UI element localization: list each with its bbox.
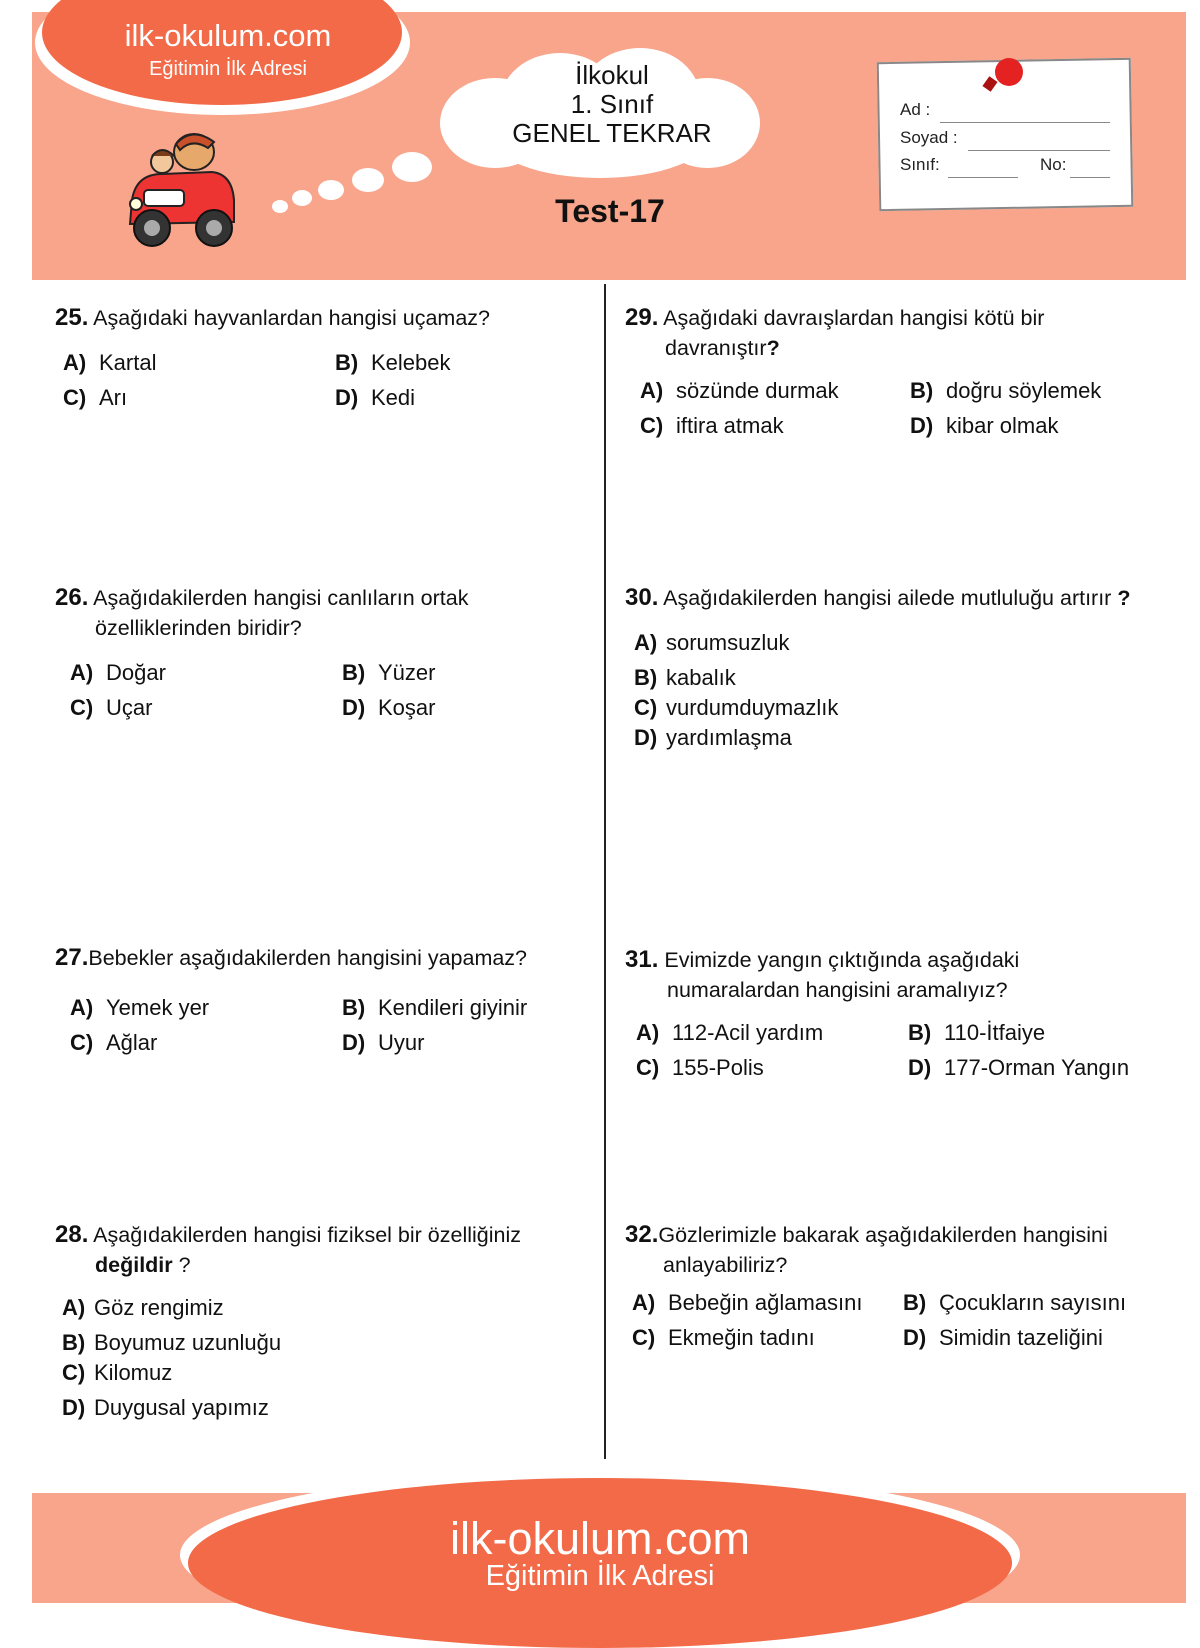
option-letter: A) — [634, 630, 658, 655]
title-line-2: 1. Sınıf — [570, 89, 654, 119]
option-text: 155-Polis — [672, 1055, 764, 1080]
card-soyad-label: Soyad : — [900, 128, 958, 147]
card-ad-label: Ad : — [900, 100, 931, 119]
option-a[interactable] — [70, 660, 166, 686]
option-text: Kedi — [371, 385, 416, 410]
card-no-label: No: — [1040, 155, 1067, 174]
option-c[interactable] — [63, 385, 127, 411]
question-32 — [625, 1220, 1185, 1280]
option-letter: D) — [62, 1395, 86, 1420]
thought-bubble-5 — [272, 200, 288, 213]
option-b[interactable] — [634, 665, 736, 691]
option-letter: B) — [634, 665, 658, 690]
option-b[interactable] — [335, 350, 451, 376]
option-text: Yüzer — [378, 660, 436, 685]
option-letter: A) — [640, 378, 664, 403]
option-letter: C) — [632, 1325, 656, 1350]
question-number: 28. — [55, 1221, 89, 1248]
card-sinif-line[interactable] — [948, 177, 1018, 178]
question-text: Gözlerimizle bakarak aşağıdakilerden hangisini — [658, 1223, 1108, 1247]
option-c[interactable] — [62, 1360, 172, 1386]
option-a[interactable] — [640, 378, 839, 404]
option-text: 177-Orman Yangın — [944, 1055, 1130, 1080]
title-line-3: GENEL TEKRAR — [512, 118, 712, 148]
option-letter: A) — [636, 1020, 660, 1045]
option-letter: D) — [335, 385, 359, 410]
cartoon-car-driver-icon — [122, 130, 242, 252]
question-text: Aşağıdakilerden hangisi ailede mutluluğu artırır — [663, 586, 1112, 610]
option-b[interactable] — [62, 1330, 281, 1356]
option-d[interactable] — [335, 385, 415, 411]
card-ad-line[interactable] — [940, 122, 1110, 123]
option-text: sözünde durmak — [676, 378, 839, 403]
option-text: Boyumuz uzunluğu — [94, 1330, 282, 1355]
question-28 — [55, 1220, 595, 1280]
option-letter: D) — [634, 725, 658, 750]
thought-bubble-3 — [318, 180, 344, 200]
question-number: 31. — [625, 946, 659, 973]
option-c[interactable] — [634, 695, 838, 721]
option-d[interactable] — [342, 1030, 424, 1056]
option-text: 110-İtfaiye — [944, 1020, 1046, 1045]
option-letter: C) — [640, 413, 664, 438]
question-text-end: ? — [172, 1253, 191, 1277]
option-text: Çocukların sayısını — [939, 1290, 1127, 1315]
option-text: Kilomuz — [94, 1360, 173, 1385]
question-27 — [55, 943, 585, 973]
option-text: Yemek yer — [106, 995, 210, 1020]
option-c[interactable] — [640, 413, 784, 439]
option-a[interactable] — [63, 350, 156, 376]
option-letter: B) — [335, 350, 359, 375]
option-text: Doğar — [106, 660, 166, 685]
question-text-line-2: numaralardan hangisini aramalıyız? — [667, 978, 1008, 1002]
question-number: 26. — [55, 584, 89, 611]
push-pin-icon — [995, 58, 1023, 86]
option-text: 112-Acil yardım — [672, 1020, 824, 1045]
thought-bubble-1 — [392, 152, 432, 182]
question-text-line-2: davranıştır — [665, 336, 767, 360]
option-a[interactable] — [636, 1020, 823, 1046]
option-d[interactable] — [910, 413, 1058, 439]
question-number: 29. — [625, 304, 659, 331]
option-text: Koşar — [378, 695, 436, 720]
option-d[interactable] — [634, 725, 792, 751]
option-letter: D) — [908, 1055, 932, 1080]
option-text: vurdumduymazlık — [666, 695, 839, 720]
option-letter: C) — [62, 1360, 86, 1385]
option-letter: C) — [70, 1030, 94, 1055]
option-text: Kartal — [99, 350, 157, 375]
question-mark: ? — [766, 336, 780, 360]
footer-slogan: Eğitimin İlk Adresi — [485, 1560, 715, 1592]
option-c[interactable] — [70, 1030, 157, 1056]
option-b[interactable] — [908, 1020, 1045, 1046]
option-letter: D) — [903, 1325, 927, 1350]
question-mark: ? — [1117, 586, 1131, 610]
option-text: kibar olmak — [946, 413, 1059, 438]
question-text: Aşağıdaki davraışlardan hangisi kötü bir — [663, 306, 1045, 330]
question-number: 27. — [55, 944, 89, 971]
option-b[interactable] — [342, 995, 527, 1021]
option-letter: D) — [910, 413, 934, 438]
question-29 — [625, 303, 1175, 363]
thought-bubble-4 — [292, 190, 312, 206]
option-text: Simidin tazeliğini — [939, 1325, 1103, 1350]
question-30 — [625, 583, 1185, 613]
option-letter: A) — [70, 995, 94, 1020]
option-text: yardımlaşma — [666, 725, 792, 750]
option-d[interactable] — [62, 1395, 269, 1421]
option-text: Uçar — [106, 695, 153, 720]
question-text: Aşağıdakilerden hangisi fiziksel bir özelliğiniz — [93, 1223, 521, 1247]
option-a[interactable] — [62, 1295, 224, 1321]
question-text: Bebekler aşağıdakilerden hangisini yapamaz? — [88, 946, 528, 970]
option-letter: B) — [62, 1330, 86, 1355]
card-no-line[interactable] — [1070, 177, 1110, 178]
option-c[interactable] — [636, 1055, 764, 1081]
card-soyad-line[interactable] — [968, 150, 1110, 151]
option-text: Ağlar — [106, 1030, 158, 1055]
column-divider — [604, 284, 606, 1459]
option-letter: B) — [910, 378, 934, 403]
option-letter: D) — [342, 1030, 366, 1055]
option-text: doğru söylemek — [946, 378, 1102, 403]
option-text: Göz rengimiz — [94, 1295, 224, 1320]
option-text: Ekmeğin tadını — [668, 1325, 815, 1350]
logo-slogan: Eğitimin İlk Adresi — [149, 58, 307, 80]
option-letter: D) — [342, 695, 366, 720]
option-letter: C) — [634, 695, 658, 720]
question-emphasis: değildir — [95, 1253, 173, 1277]
option-d[interactable] — [903, 1325, 1103, 1351]
question-text: Evimizde yangın çıktığında aşağıdaki — [664, 948, 1020, 972]
option-letter: A) — [70, 660, 94, 685]
question-number: 32. — [625, 1221, 659, 1248]
title-line-1: İlkokul — [575, 60, 649, 90]
option-text: Kendileri giyinir — [378, 995, 528, 1020]
option-a[interactable] — [632, 1290, 862, 1316]
option-letter: B) — [903, 1290, 927, 1315]
option-letter: B) — [908, 1020, 932, 1045]
option-letter: B) — [342, 660, 366, 685]
question-31 — [625, 945, 1185, 1005]
option-d[interactable] — [342, 695, 435, 721]
question-text: Aşağıdakilerden hangisi canlıların ortak — [93, 586, 469, 610]
test-title: Test-17 — [555, 193, 665, 229]
question-text: Aşağıdaki hayvanlardan hangisi uçamaz? — [93, 306, 490, 330]
option-text: Duygusal yapımız — [94, 1395, 269, 1420]
option-d[interactable] — [908, 1055, 1129, 1081]
option-text: kabalık — [666, 665, 736, 690]
footer-domain[interactable]: ilk-okulum.com — [449, 1513, 751, 1564]
option-c[interactable] — [632, 1325, 815, 1351]
option-c[interactable] — [70, 695, 152, 721]
question-26 — [55, 583, 585, 643]
option-b[interactable] — [342, 660, 435, 686]
option-letter: B) — [342, 995, 366, 1020]
question-25 — [55, 303, 585, 333]
option-letter: C) — [63, 385, 87, 410]
question-number: 30. — [625, 584, 659, 611]
option-text: Arı — [99, 385, 128, 410]
option-letter: C) — [70, 695, 94, 720]
card-sinif-label: Sınıf: — [900, 155, 940, 174]
option-letter: C) — [636, 1055, 660, 1080]
option-letter: A) — [63, 350, 87, 375]
option-b[interactable] — [910, 378, 1101, 404]
option-a[interactable] — [70, 995, 209, 1021]
option-text: Uyur — [378, 1030, 425, 1055]
option-text: sorumsuzluk — [666, 630, 790, 655]
question-text-line-2: özelliklerinden biridir? — [95, 616, 302, 640]
thought-bubble-2 — [352, 168, 384, 192]
logo-domain[interactable]: ilk-okulum.com — [124, 18, 332, 53]
question-number: 25. — [55, 304, 89, 331]
option-text: Kelebek — [371, 350, 451, 375]
question-text-line-2: anlayabiliriz? — [663, 1253, 788, 1277]
option-text: iftira atmak — [676, 413, 784, 438]
option-text: Bebeğin ağlamasını — [668, 1290, 863, 1315]
option-letter: A) — [62, 1295, 86, 1320]
option-b[interactable] — [903, 1290, 1126, 1316]
option-a[interactable] — [634, 630, 789, 656]
option-letter: A) — [632, 1290, 656, 1315]
